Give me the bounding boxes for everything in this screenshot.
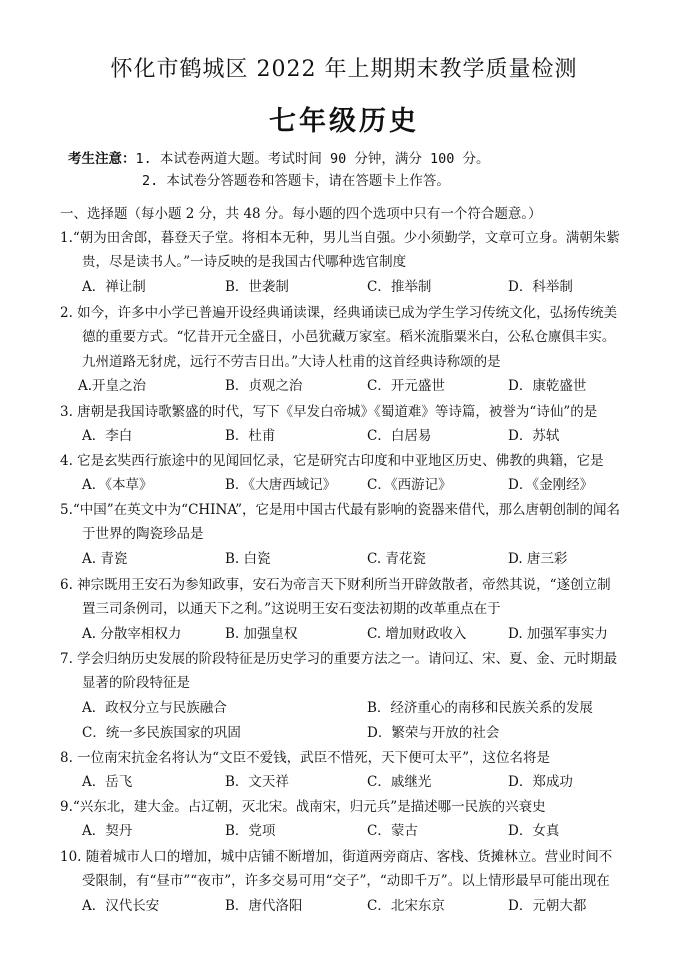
question-3-option-b: B．杜甫 <box>225 428 276 444</box>
question-5-option-b: B. 白瓷 <box>225 551 271 567</box>
question-3-option-a: A．李白 <box>82 428 133 444</box>
question-9-option-b: B．党项 <box>225 823 276 839</box>
question-6-option-a: A. 分散宰相权力 <box>82 626 182 642</box>
exam-title: 怀化市鹤城区 2022 年上期期末教学质量检测 <box>110 57 578 82</box>
notice-line-2 <box>142 169 450 189</box>
question-4-option-a: A．《本草》 <box>82 477 153 493</box>
question-4-option-c: C．《西游记》 <box>367 477 452 493</box>
question-2-option-d: D．康乾盛世 <box>508 378 587 394</box>
question-5-option-d: D. 唐三彩 <box>508 551 568 567</box>
question-5-line: 于世界的陶瓷珍品是 <box>82 526 204 542</box>
question-10-option-d: D．元朝大都 <box>508 898 587 914</box>
question-8-option-b: B．文天祥 <box>225 774 289 790</box>
question-7-line: 显著的阶段特征是 <box>82 675 190 691</box>
question-4-option-d: D．《金刚经》 <box>508 477 594 493</box>
question-5-option-c: C. 青花瓷 <box>367 551 426 567</box>
question-6-option-b: B. 加强皇权 <box>225 626 298 642</box>
question-6-option-d: D. 加强军事实力 <box>508 626 608 642</box>
question-9-line: 9.“兴东北，建大金。占辽朝，灭北宋。战南宋，归元兵”是描述哪一民族的兴衰史 <box>60 799 546 815</box>
notice-line-1 <box>68 147 490 167</box>
question-10-option-c: C．北宋东京 <box>367 898 445 914</box>
question-1-line: 1.“朝为田舍郎，暮登天子堂。将相本无种，男儿当自强。少小须勤学，文章可立身。满朝朱紫 <box>60 230 620 246</box>
question-1-option-c: C．推举制 <box>367 279 432 295</box>
question-4-option-b: B．《大唐西域记》 <box>225 477 337 493</box>
question-4-line: 4. 它是玄奘西行旅途中的见闻回忆录，它是研究古印度和中亚地区历史、佛教的典籍，它是 <box>60 453 604 469</box>
question-7-option-c: C．统一多民族国家的巩固 <box>82 725 241 741</box>
question-9-option-d: D．女真 <box>508 823 560 839</box>
question-8-option-d: D．郑成功 <box>508 774 573 790</box>
question-8-line: 8. 一位南宋抗金名将认为“文臣不爱钱，武臣不惜死，天下便可太平”，这位名将是 <box>60 750 550 766</box>
question-7-option-b: B．经济重心的南移和民族关系的发展 <box>367 700 593 716</box>
question-10-line: 受限制，有“昼市”“夜市”，许多交易可用“交子”，“动即千万”。以上情形最早可能出现在 <box>82 873 610 889</box>
question-10-option-b: B．唐代洛阳 <box>225 898 303 914</box>
question-6-line: 置三司条例司，以通天下之利。”这说明王安石变法初期的改革重点在于 <box>82 601 501 617</box>
question-3-line: 3. 唐朝是我国诗歌繁盛的时代，写下《早发白帝城》《蜀道难》等诗篇，被誉为“诗仙”的是 <box>60 404 598 420</box>
question-5-option-a: A. 青瓷 <box>82 551 128 567</box>
question-2-option-b: B．贞观之治 <box>225 378 303 394</box>
question-1-option-a: A．禅让制 <box>82 279 146 295</box>
exam-subtitle: 七年级历史 <box>269 106 419 137</box>
notice-item: 2. 本试卷分答题卷和答题卡，请在答题卡上作答。 <box>142 173 450 189</box>
question-2-line: 德的重要方式。“忆昔开元全盛日，小邑犹藏万家室。稻米流脂粟米白，公私仓廪俱丰实。 <box>82 329 616 345</box>
question-6-line: 6. 神宗既用王安石为参知政事，安石为帝言天下财利所当开辟敛散者，帝然其说，“遂创立制 <box>60 577 611 593</box>
question-6-option-c: C. 增加财政收入 <box>367 626 467 642</box>
question-9-option-a: A．契丹 <box>82 823 133 839</box>
question-2-line: 九州道路无豺虎，远行不劳吉日出。”大诗人杜甫的这首经典诗称颂的是 <box>82 354 501 370</box>
question-9-option-c: C．蒙古 <box>367 823 418 839</box>
question-1-line: 贵，尽是读书人。”一诗反映的是我国古代哪种选官制度 <box>82 254 407 270</box>
question-7-option-a: A．政权分立与民族融合 <box>82 700 227 716</box>
question-1-option-b: B．世袭制 <box>225 279 289 295</box>
question-1-option-d: D．科举制 <box>508 279 573 295</box>
question-8-option-a: A．岳飞 <box>82 774 133 790</box>
question-10-option-a: A．汉代长安 <box>82 898 160 914</box>
question-7-option-d: D．繁荣与开放的社会 <box>367 725 500 741</box>
section-heading: 一、选择题（每小题 2 分，共 48 分。每小题的四个选项中只有一个符合题意。） <box>60 206 542 222</box>
question-2-option-a: A.开皇之治 <box>78 378 147 394</box>
question-8-option-c: C．戚继光 <box>367 774 432 790</box>
question-3-option-d: D．苏轼 <box>508 428 560 444</box>
notice-lead: 考生注意： <box>68 151 136 167</box>
question-3-option-c: C．白居易 <box>367 428 432 444</box>
question-5-line: 5.“中国”在英文中为“CHINA”，它是用中国古代最有影响的瓷器来借代，那么唐朝创制的闻名 <box>60 502 620 518</box>
question-2-line: 2. 如今，许多中小学已普遍开设经典诵读课，经典诵读已成为学生学习传统文化，弘扬传统美 <box>60 305 618 321</box>
notice-item: 1. 本试卷两道大题。考试时间 90 分钟，满分 100 分。 <box>135 151 490 167</box>
question-2-option-c: C．开元盛世 <box>367 378 445 394</box>
question-10-line: 10. 随着城市人口的增加，城中店铺不断增加，街道两旁商店、客栈、货摊林立。营业时间不 <box>60 849 613 865</box>
question-7-line: 7. 学会归纳历史发展的阶段特征是历史学习的重要方法之一。请问辽、宋、夏、金、元时期最 <box>60 651 618 667</box>
